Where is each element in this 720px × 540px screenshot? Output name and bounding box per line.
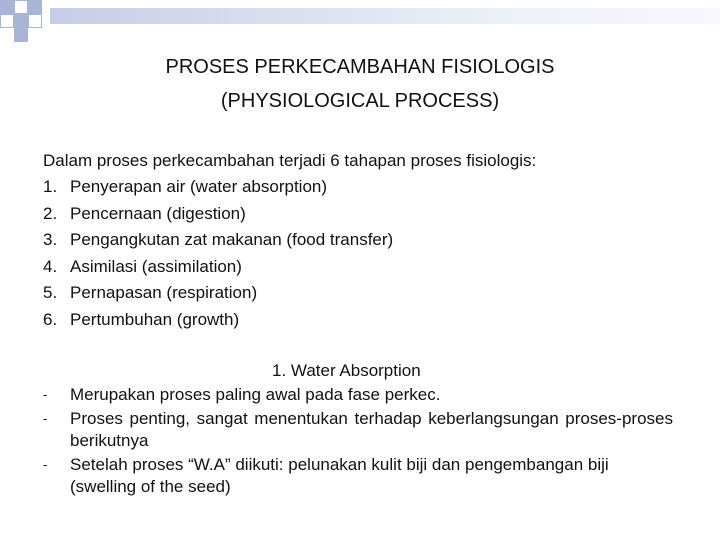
slide-title-line1: PROSES PERKECAMBAHAN FISIOLOGIS bbox=[165, 56, 555, 78]
decor-square-6 bbox=[28, 14, 42, 28]
list-item bbox=[43, 174, 393, 201]
decor-header-bar bbox=[50, 8, 720, 24]
section-heading: 1. Water Absorption bbox=[272, 361, 421, 380]
step-number: 1. bbox=[43, 177, 58, 196]
step-text: Pengangkutan zat makanan (food transfer) bbox=[70, 230, 394, 249]
step-number: 2. bbox=[43, 203, 58, 223]
decor-square-2 bbox=[14, 0, 28, 14]
bullet-list bbox=[43, 384, 673, 500]
step-number: 5. bbox=[43, 283, 58, 302]
intro-text: Dalam proses perkecambahan terjadi 6 tahapan proses fisiologis: bbox=[43, 151, 537, 170]
step-number: 6. bbox=[43, 309, 58, 329]
list-item bbox=[43, 307, 393, 334]
bullet-text: Proses penting, sangat menentukan terhadap keberlangsungan proses-proses berikutnya bbox=[70, 409, 673, 450]
step-text: Pernapasan (respiration) bbox=[70, 283, 258, 302]
bullet-dash: - bbox=[43, 457, 48, 472]
bullet-text: Setelah proses “W.A” diikuti: pelunakan kulit biji dan pengembangan biji (swelling of the seed) bbox=[70, 455, 609, 496]
decor-square-4 bbox=[0, 14, 14, 28]
step-number: 3. bbox=[43, 230, 58, 249]
list-item bbox=[43, 254, 393, 281]
bullet-dash: - bbox=[43, 411, 48, 426]
decor-square-7 bbox=[14, 28, 28, 42]
bullet-text: Merupakan proses paling awal pada fase perkec. bbox=[70, 385, 441, 404]
list-item bbox=[43, 227, 393, 254]
decor-square-3 bbox=[28, 0, 42, 14]
step-number: 4. bbox=[43, 256, 58, 276]
process-steps-list bbox=[43, 174, 393, 333]
step-text: Pencernaan (digestion) bbox=[70, 203, 246, 223]
step-text: Pertumbuhan (growth) bbox=[70, 309, 240, 329]
decor-square-5 bbox=[14, 14, 28, 28]
bullet-dash: - bbox=[43, 387, 48, 402]
step-text: Asimilasi (assimilation) bbox=[70, 256, 242, 276]
bullet-item bbox=[43, 384, 673, 406]
bullet-item bbox=[43, 454, 673, 498]
slide-title-line2: (PHYSIOLOGICAL PROCESS) bbox=[220, 90, 500, 112]
list-item bbox=[43, 280, 393, 307]
decor-square-1 bbox=[0, 0, 14, 14]
bullet-item bbox=[43, 408, 673, 452]
step-text: Penyerapan air (water absorption) bbox=[70, 177, 328, 196]
list-item bbox=[43, 201, 393, 228]
